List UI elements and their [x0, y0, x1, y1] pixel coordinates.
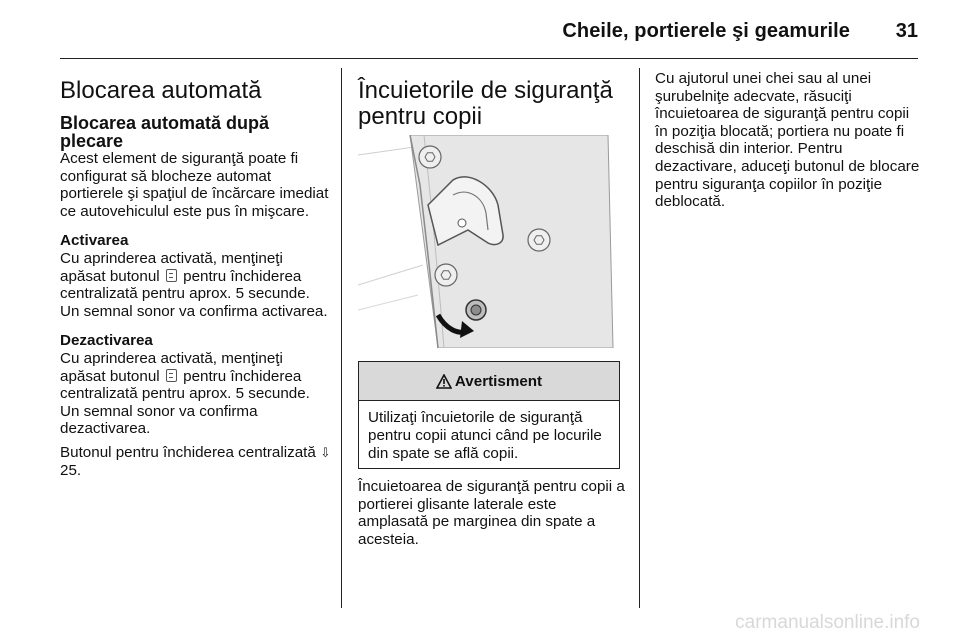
- child-lock-illustration: [358, 135, 621, 348]
- column-divider-1: [341, 68, 342, 608]
- central-lock-button-icon: [166, 369, 177, 382]
- central-lock-button-icon: [166, 269, 177, 282]
- column-2: [358, 70, 624, 140]
- warning-title: Avertisment: [454, 372, 543, 390]
- child-lock-location-paragraph: Încuietoarea de siguranţă pentru copii a portierei glisante laterale este amplasată pe marginea din spate a acesteia.: [358, 478, 625, 548]
- warning-header: [359, 362, 619, 401]
- watermark: carmanualsonline.info: [735, 612, 920, 633]
- deactivation-heading: Dezactivarea: [60, 332, 153, 350]
- intro-paragraph: Acest element de siguranţă poate fi configurat să blocheze automat portierele şi spaţiul de încărcare imediat ce autovehiculul este pus în mişcare.: [60, 150, 329, 220]
- warning-box: [358, 361, 620, 469]
- reference-page-link[interactable]: 25.: [60, 461, 82, 479]
- warning-body: Utilizaţi încuietorile de siguranţă pentru copii atunci când pe locurile din spate se află copii.: [368, 409, 602, 462]
- page-reference-icon[interactable]: ⇩: [320, 444, 331, 460]
- child-lock-instructions-paragraph: Cu ajutorul unei chei sau al unei şurubelniţe adecvate, răsuciţi încuietoarea de siguranţă pentru copii în poziţia blocată; portiera nu poate fi deschisă din interior. Pentru dezactivare, aduceţi butonul de blocare pentru siguranţa copiilor în poziţie deblocată.: [655, 70, 920, 211]
- subsection-title: Blocarea automată după plecare: [60, 113, 270, 151]
- activation-heading: Activarea: [60, 232, 129, 250]
- section-title-auto-lock: Blocarea automată: [60, 77, 262, 104]
- section-title-child-locks: Încuietorile de siguranţă pentru copii: [358, 77, 613, 130]
- column-1: [60, 70, 332, 479]
- column-3: [655, 70, 925, 211]
- column-divider-2: [639, 68, 640, 608]
- reference-paragraph: Butonul pentru închiderea centralizată ⇩ 25.: [60, 443, 331, 479]
- header-divider: [60, 58, 918, 59]
- warning-triangle-icon: [436, 374, 452, 389]
- page-header: [0, 0, 960, 60]
- deactivation-paragraph: Cu aprinderea activată, menţineţi apăsat butonul pentru închiderea centralizată pentru aprox. 5 secunde. Un semnal sonor va confirma dezactivarea.: [60, 349, 310, 438]
- page-number: 31: [895, 20, 918, 42]
- chapter-title: Cheile, portierele şi geamurile: [562, 20, 850, 42]
- activation-paragraph: Cu aprinderea activată, menţineţi apăsat butonul pentru închiderea centralizată pentru aprox. 5 secunde. Un semnal sonor va confirma activarea.: [60, 249, 328, 320]
